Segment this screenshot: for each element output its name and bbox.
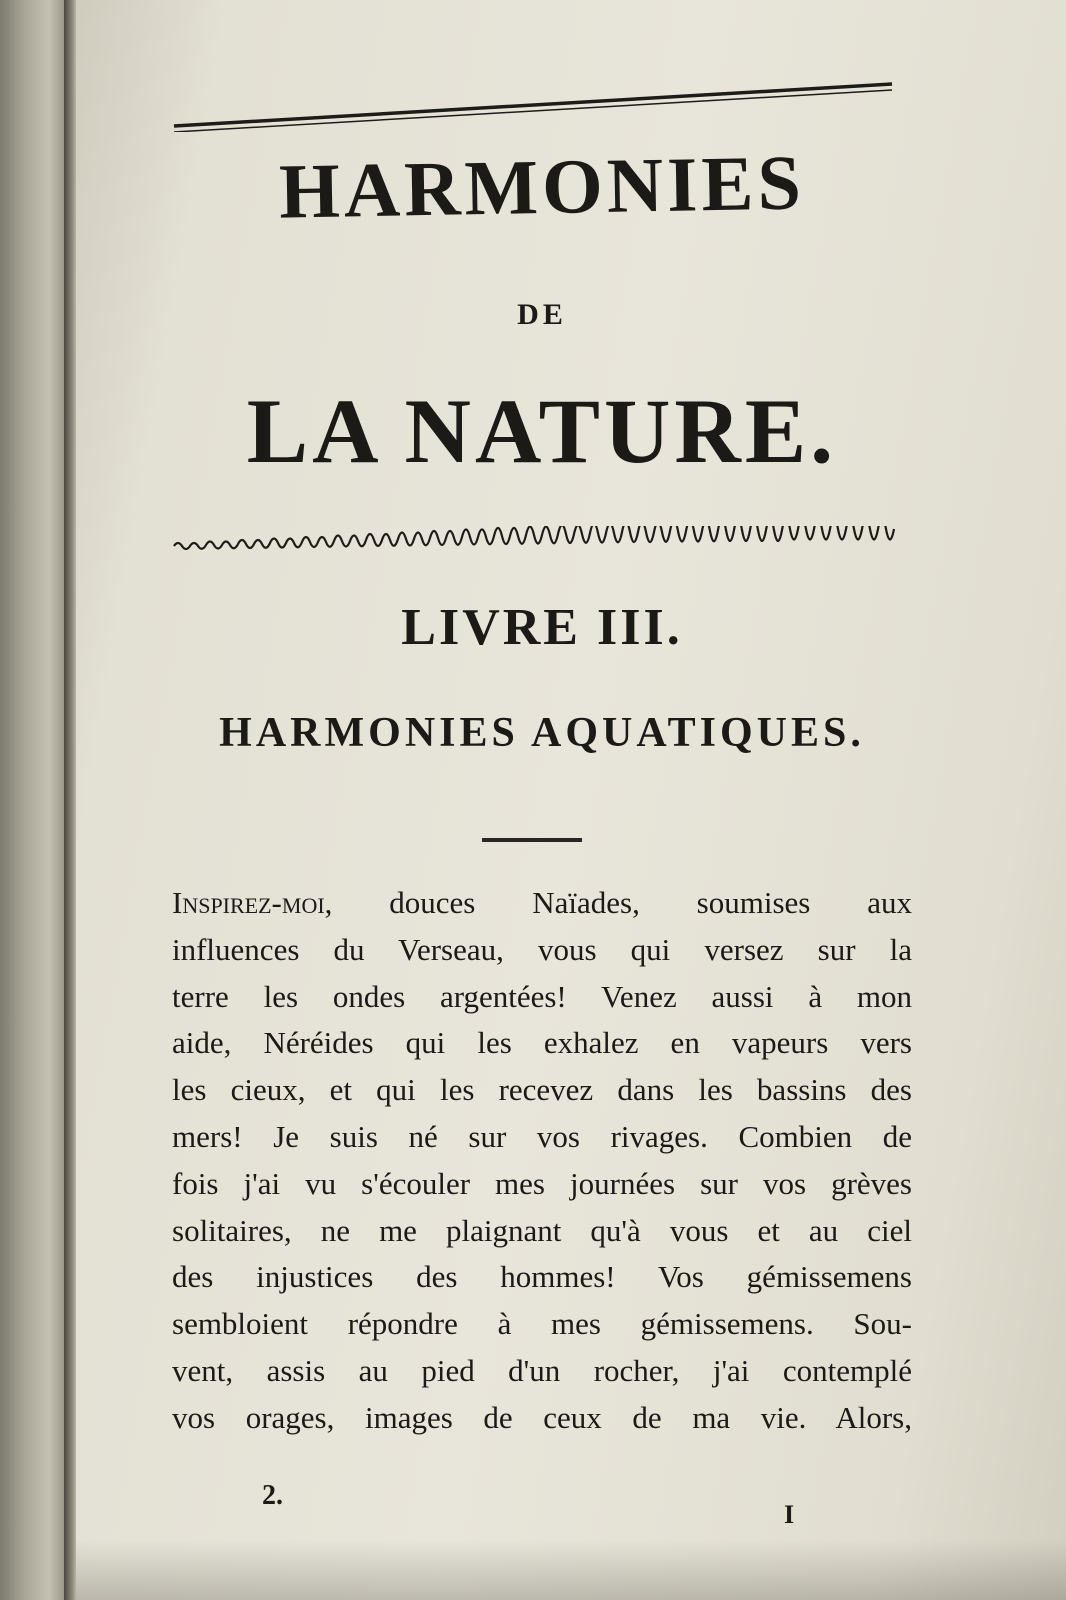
section-title: HARMONIES AQUATIQUES. — [219, 710, 865, 756]
top-double-rule — [172, 82, 902, 132]
paragraph-line: influences du Verseau, vous qui versez sur la — [172, 931, 912, 967]
paragraph-line: solitaires, ne me plaignant qu'à vous et au ciel — [172, 1212, 912, 1248]
left-page-edge — [0, 0, 70, 1600]
book-label: LIVRE III. — [401, 599, 683, 656]
paragraph-line — [172, 880, 912, 927]
paragraph-line: mers! Je suis né sur vos rivages. Combien de — [172, 1118, 912, 1154]
title-de: DE — [517, 298, 567, 331]
page-bottom-shadow — [76, 1540, 1066, 1600]
paragraph-line: aide, Néréides qui les exhalez en vapeurs vers — [172, 1025, 912, 1061]
title-harmonies: HARMONIES — [278, 138, 806, 235]
paragraph-line: terre les ondes argentées! Venez aussi à mon — [172, 978, 912, 1014]
signature-mark: 2. — [262, 1480, 283, 1511]
paragraph-line: fois j'ai vu s'écouler mes journées sur vos grèves — [172, 1165, 912, 1201]
page-number: I — [784, 1500, 795, 1529]
title-la-nature: LA NATURE. — [246, 380, 838, 482]
paragraph-line: vent, assis au pied d'un rocher, j'ai contemplé — [172, 1352, 912, 1388]
short-divider-rule — [482, 838, 582, 842]
paragraph-line: sembloient répondre à mes gémissemens. Sou- — [172, 1306, 912, 1342]
paragraph-line: des injustices des hommes! Vos gémissemens — [172, 1259, 912, 1295]
body-paragraph — [172, 880, 912, 1442]
wavy-ornamental-rule — [172, 526, 902, 552]
paragraph-line: vos orages, images de ceux de ma vie. Alors, — [172, 1399, 912, 1435]
drop-word: Inspirez-moi — [172, 885, 325, 920]
paragraph-line-text: , douces Naïades, soumises aux — [324, 885, 912, 920]
book-page — [76, 0, 1066, 1600]
paragraph-line: les cieux, et qui les recevez dans les bassins des — [172, 1072, 912, 1108]
